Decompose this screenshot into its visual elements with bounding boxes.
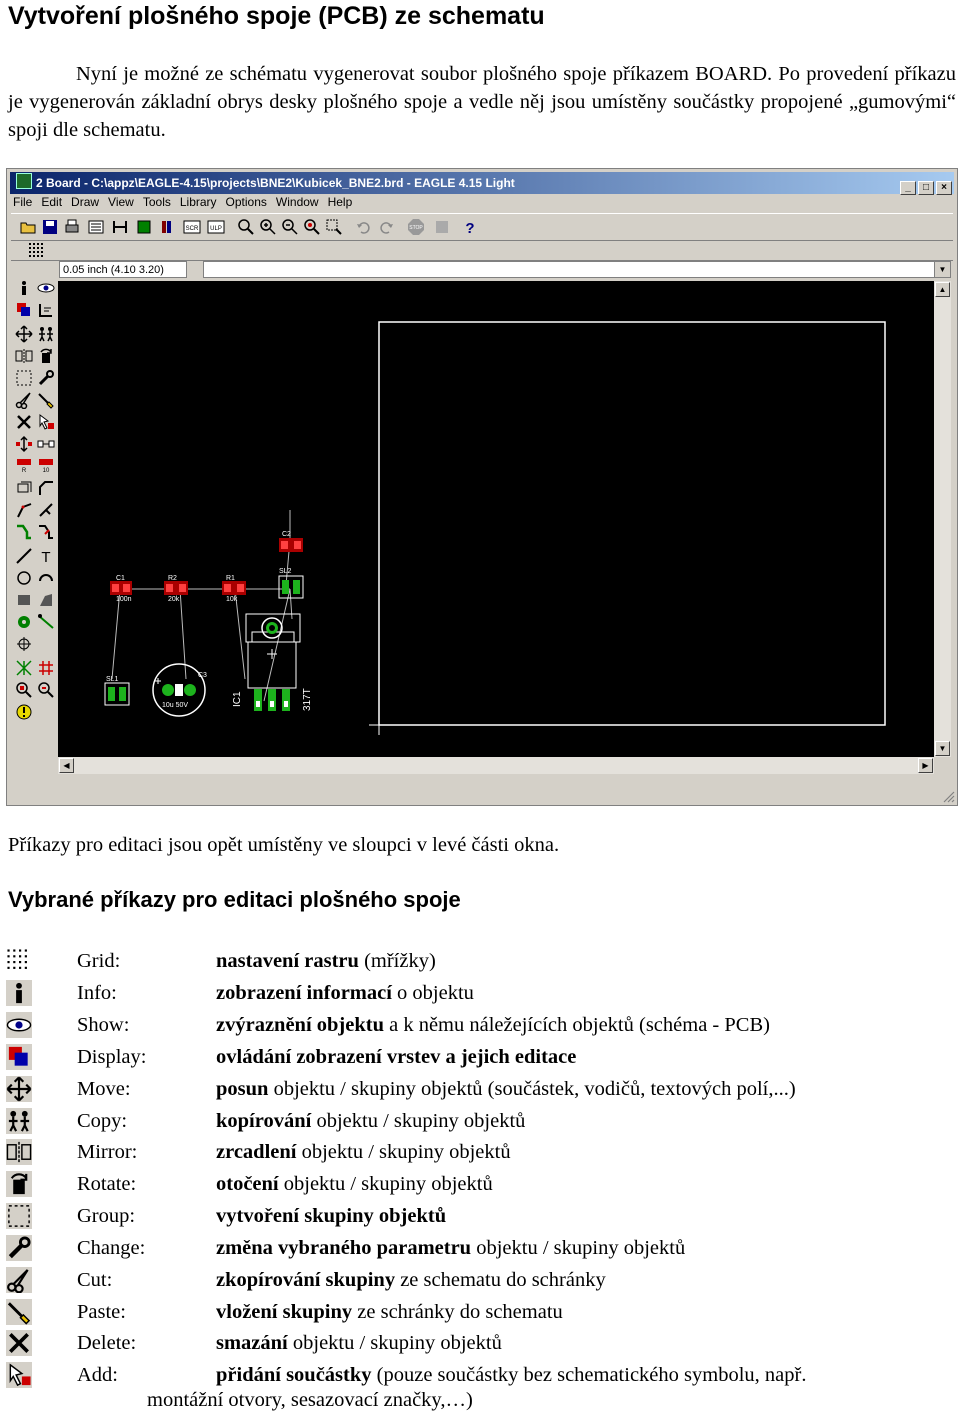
command-description: otočení objektu / skupiny objektů <box>216 1173 493 1195</box>
r1-name: R1 <box>226 575 235 582</box>
add-icon[interactable] <box>37 413 55 431</box>
command-name: Show: <box>77 1014 130 1036</box>
hole-icon[interactable] <box>15 635 33 653</box>
undo-icon[interactable] <box>355 218 373 236</box>
r1-value: 10k <box>226 596 238 603</box>
scroll-up-icon[interactable]: ▲ <box>935 282 950 297</box>
route-icon[interactable] <box>15 523 33 541</box>
cam-icon[interactable] <box>87 218 105 236</box>
menu-library[interactable]: Library <box>179 195 217 209</box>
board-canvas[interactable] <box>58 281 934 757</box>
command-name: Copy: <box>77 1110 128 1132</box>
main-toolbar <box>11 213 953 241</box>
component-sl2[interactable] <box>279 568 303 598</box>
component-c1[interactable] <box>110 575 132 603</box>
minimize-button[interactable]: _ <box>900 181 916 195</box>
menu-options[interactable]: Options <box>225 195 267 209</box>
command-row-group <box>0 1205 960 1237</box>
c2-name: C2 <box>282 531 291 538</box>
svg-text:10: 10 <box>42 468 50 474</box>
help-label: ? <box>465 220 475 236</box>
command-description: vytvoření skupiny objektů <box>216 1205 447 1227</box>
r2-name: R2 <box>168 575 177 582</box>
eagle-board-window <box>6 168 958 806</box>
window-titlebar <box>10 172 954 194</box>
menu-view[interactable]: View <box>108 195 134 209</box>
scroll-down-icon[interactable]: ▼ <box>935 741 950 756</box>
command-name: Rotate: <box>77 1173 137 1195</box>
help-icon[interactable] <box>461 218 479 236</box>
command-name: Change: <box>77 1237 146 1259</box>
pinswap-icon[interactable] <box>15 435 33 453</box>
command-row-grid <box>0 950 960 982</box>
intro-text: Nyní je možné ze schématu vygenerovat soubor plošného spoje příkazem BOARD. Po provedení příkazu je vygenerován základní obrys desky plošného spoje a vedle něj jsou umístěny součástky propojené „gumovými“ spoji dle schematu. <box>8 63 956 141</box>
command-history-dropdown-icon[interactable]: ▼ <box>934 262 950 277</box>
menu-draw[interactable]: Draw <box>71 195 100 209</box>
command-row-show <box>0 1014 960 1046</box>
drc-icon[interactable] <box>15 681 33 699</box>
sl1-name: SL1 <box>106 676 119 683</box>
section-heading: Vybrané příkazy pro editaci plošného spoje <box>8 887 461 912</box>
via-icon[interactable] <box>15 613 33 631</box>
info-icon[interactable] <box>15 279 33 297</box>
group-icon[interactable] <box>15 369 33 387</box>
command-name: Grid: <box>77 950 121 972</box>
command-row-delete <box>0 1332 960 1364</box>
scroll-right-icon[interactable]: ▶ <box>918 758 933 773</box>
command-row-move <box>0 1078 960 1110</box>
eagle-app-icon <box>16 173 32 189</box>
delete-icon <box>6 1330 32 1356</box>
menu-file[interactable]: File <box>13 195 33 209</box>
display-icon[interactable] <box>15 301 33 319</box>
polygon-icon[interactable] <box>37 591 55 609</box>
origin-cross <box>369 715 389 735</box>
vertical-scrollbar[interactable] <box>934 281 951 757</box>
script-icon[interactable] <box>183 218 201 236</box>
copy-icon <box>6 1108 32 1134</box>
mirror-icon <box>6 1139 32 1165</box>
c1-value: 100n <box>116 596 132 603</box>
name-icon[interactable] <box>15 457 33 475</box>
command-description: zvýraznění objektu a k němu náležejících objektů (schéma - PCB) <box>216 1014 770 1036</box>
smash-icon[interactable] <box>15 479 33 497</box>
board-outline <box>379 322 885 725</box>
command-row-display <box>0 1046 960 1078</box>
caption: Příkazy pro editaci jsou opět umístěny ve sloupci v levé části okna. <box>8 834 560 856</box>
eye-icon <box>6 1012 32 1038</box>
zoom-fit-icon[interactable] <box>237 218 255 236</box>
add-description-continuation: montážní otvory, sesazovací značky,…) <box>147 1389 473 1411</box>
library-icon[interactable] <box>159 218 177 236</box>
paste-icon[interactable] <box>37 391 55 409</box>
stop-icon[interactable] <box>407 218 425 236</box>
split-icon[interactable] <box>15 501 33 519</box>
go-icon[interactable] <box>433 218 451 236</box>
ic1-name: IC1 <box>232 691 243 707</box>
intro-paragraph <box>8 60 956 144</box>
scissors-icon <box>6 1267 32 1293</box>
command-name: Group: <box>77 1205 136 1227</box>
grid-icon <box>6 948 32 974</box>
rotate-icon <box>6 1171 32 1197</box>
move-icon <box>6 1076 32 1102</box>
board-icon[interactable] <box>135 218 153 236</box>
command-palette <box>11 261 57 803</box>
command-row-cut <box>0 1269 960 1301</box>
command-name: Info: <box>77 982 117 1004</box>
cut-icon[interactable] <box>15 391 33 409</box>
info-icon <box>6 980 32 1006</box>
signal-icon[interactable] <box>37 613 55 631</box>
command-description: zrcadlení objektu / skupiny objektů <box>216 1141 511 1163</box>
command-description: smazání objektu / skupiny objektů <box>216 1332 502 1354</box>
group-icon <box>6 1203 32 1229</box>
menu-tools[interactable]: Tools <box>142 195 171 209</box>
wire-icon[interactable] <box>15 547 33 565</box>
circle-icon[interactable] <box>15 569 33 587</box>
ulp-icon[interactable] <box>207 218 225 236</box>
command-description: posun objektu / skupiny objektů (součástek, vodičů, textových polí,...) <box>216 1078 796 1100</box>
resize-grip-icon[interactable] <box>941 789 955 803</box>
command-name: Cut: <box>77 1269 113 1291</box>
command-description: změna vybraného parametru objektu / skupiny objektů <box>216 1237 686 1259</box>
maximize-button[interactable]: □ <box>918 181 934 195</box>
c3-name: C3 <box>198 672 207 679</box>
command-name: Add: <box>77 1364 118 1386</box>
redraw-icon[interactable] <box>303 218 321 236</box>
gateswap-icon[interactable] <box>37 435 55 453</box>
change-icon[interactable] <box>37 369 55 387</box>
command-row-paste <box>0 1301 960 1333</box>
text-icon[interactable] <box>37 547 55 565</box>
ulp-label: ULP <box>210 226 222 232</box>
component-c3[interactable] <box>153 664 207 716</box>
command-row-add <box>0 1364 960 1396</box>
component-c2[interactable] <box>279 531 303 552</box>
r2-value: 20k <box>168 596 180 603</box>
c3-value: 10u 50V <box>162 702 189 709</box>
scr-label: SCR <box>185 226 199 232</box>
command-description: přidání součástky (pouze součástky bez schematického symbolu, např. <box>216 1364 807 1386</box>
add-icon <box>6 1362 32 1388</box>
mirror-icon[interactable] <box>15 347 33 365</box>
coordinate-readout: 0.05 inch (4.10 3.20) <box>59 261 187 278</box>
command-name: Display: <box>77 1046 147 1068</box>
svg-text:T: T <box>41 549 51 565</box>
command-description: kopírování objektu / skupiny objektů <box>216 1110 526 1132</box>
zoom-out-icon[interactable] <box>281 218 299 236</box>
command-name: Paste: <box>77 1301 126 1323</box>
wrench-icon <box>6 1235 32 1261</box>
command-name: Delete: <box>77 1332 137 1354</box>
value-icon[interactable] <box>37 457 55 475</box>
command-row-info <box>0 982 960 1014</box>
print-icon[interactable] <box>63 218 81 236</box>
command-name: Mirror: <box>77 1141 138 1163</box>
ic1-value: 317T <box>302 688 313 711</box>
menu-bar <box>13 195 361 213</box>
paste-icon <box>6 1299 32 1325</box>
scroll-left-icon[interactable]: ◀ <box>59 758 74 773</box>
copy-icon[interactable] <box>37 325 55 343</box>
grid-icon[interactable] <box>27 241 45 259</box>
close-button[interactable]: × <box>936 181 952 195</box>
errc-icon[interactable] <box>15 703 33 721</box>
open-icon[interactable] <box>19 218 37 236</box>
command-line-input[interactable] <box>203 261 951 278</box>
command-description: zobrazení informací o objektu <box>216 982 474 1004</box>
command-description: ovládání zobrazení vrstev a jejich editace <box>216 1046 577 1068</box>
menu-help[interactable]: Help <box>327 195 353 209</box>
c1-name: C1 <box>116 575 125 582</box>
sl2-name: SL2 <box>279 568 292 575</box>
optimize-icon[interactable] <box>37 501 55 519</box>
command-description: vložení skupiny ze schránky do schematu <box>216 1301 563 1323</box>
zoom-select-icon[interactable] <box>325 218 343 236</box>
redo-icon[interactable] <box>377 218 395 236</box>
command-description: nastavení rastru (mřížky) <box>216 950 436 972</box>
command-description: zkopírování skupiny ze schematu do schránky <box>216 1269 606 1291</box>
miter-icon[interactable] <box>37 479 55 497</box>
component-r2[interactable] <box>164 575 188 603</box>
component-r1[interactable] <box>222 575 246 603</box>
menu-edit[interactable]: Edit <box>41 195 63 209</box>
errors-icon[interactable] <box>37 681 55 699</box>
delete-icon[interactable] <box>15 413 33 431</box>
stop-label: STOP <box>409 225 423 231</box>
command-row-rotate <box>0 1173 960 1205</box>
command-row-mirror <box>0 1141 960 1173</box>
menu-window[interactable]: Window <box>275 195 319 209</box>
zoom-in-icon[interactable] <box>259 218 277 236</box>
rect-icon[interactable] <box>15 591 33 609</box>
component-sl1[interactable] <box>105 676 129 705</box>
layers-icon <box>6 1044 32 1070</box>
move-icon[interactable] <box>15 325 33 343</box>
svg-text:R: R <box>21 468 27 474</box>
window-title: 2 Board - C:\appz\EAGLE-4.15\projects\BNE2\Kubicek_BNE2.brd - EAGLE 4.15 Light <box>36 176 515 190</box>
schematic-icon[interactable] <box>111 218 129 236</box>
horizontal-scrollbar[interactable] <box>58 757 934 774</box>
ripup-icon[interactable] <box>37 523 55 541</box>
command-row-change <box>0 1237 960 1269</box>
show-icon[interactable] <box>37 279 55 297</box>
command-name: Move: <box>77 1078 131 1100</box>
auto-icon[interactable] <box>37 659 55 677</box>
ratsnest-icon[interactable] <box>15 659 33 677</box>
rotate-icon[interactable] <box>37 347 55 365</box>
mark-icon[interactable] <box>37 301 55 319</box>
save-icon[interactable] <box>41 218 59 236</box>
command-row-copy <box>0 1110 960 1142</box>
page-title: Vytvoření plošného spoje (PCB) ze schematu <box>8 2 545 30</box>
parameter-toolbar <box>11 240 953 261</box>
arc-icon[interactable] <box>37 569 55 587</box>
